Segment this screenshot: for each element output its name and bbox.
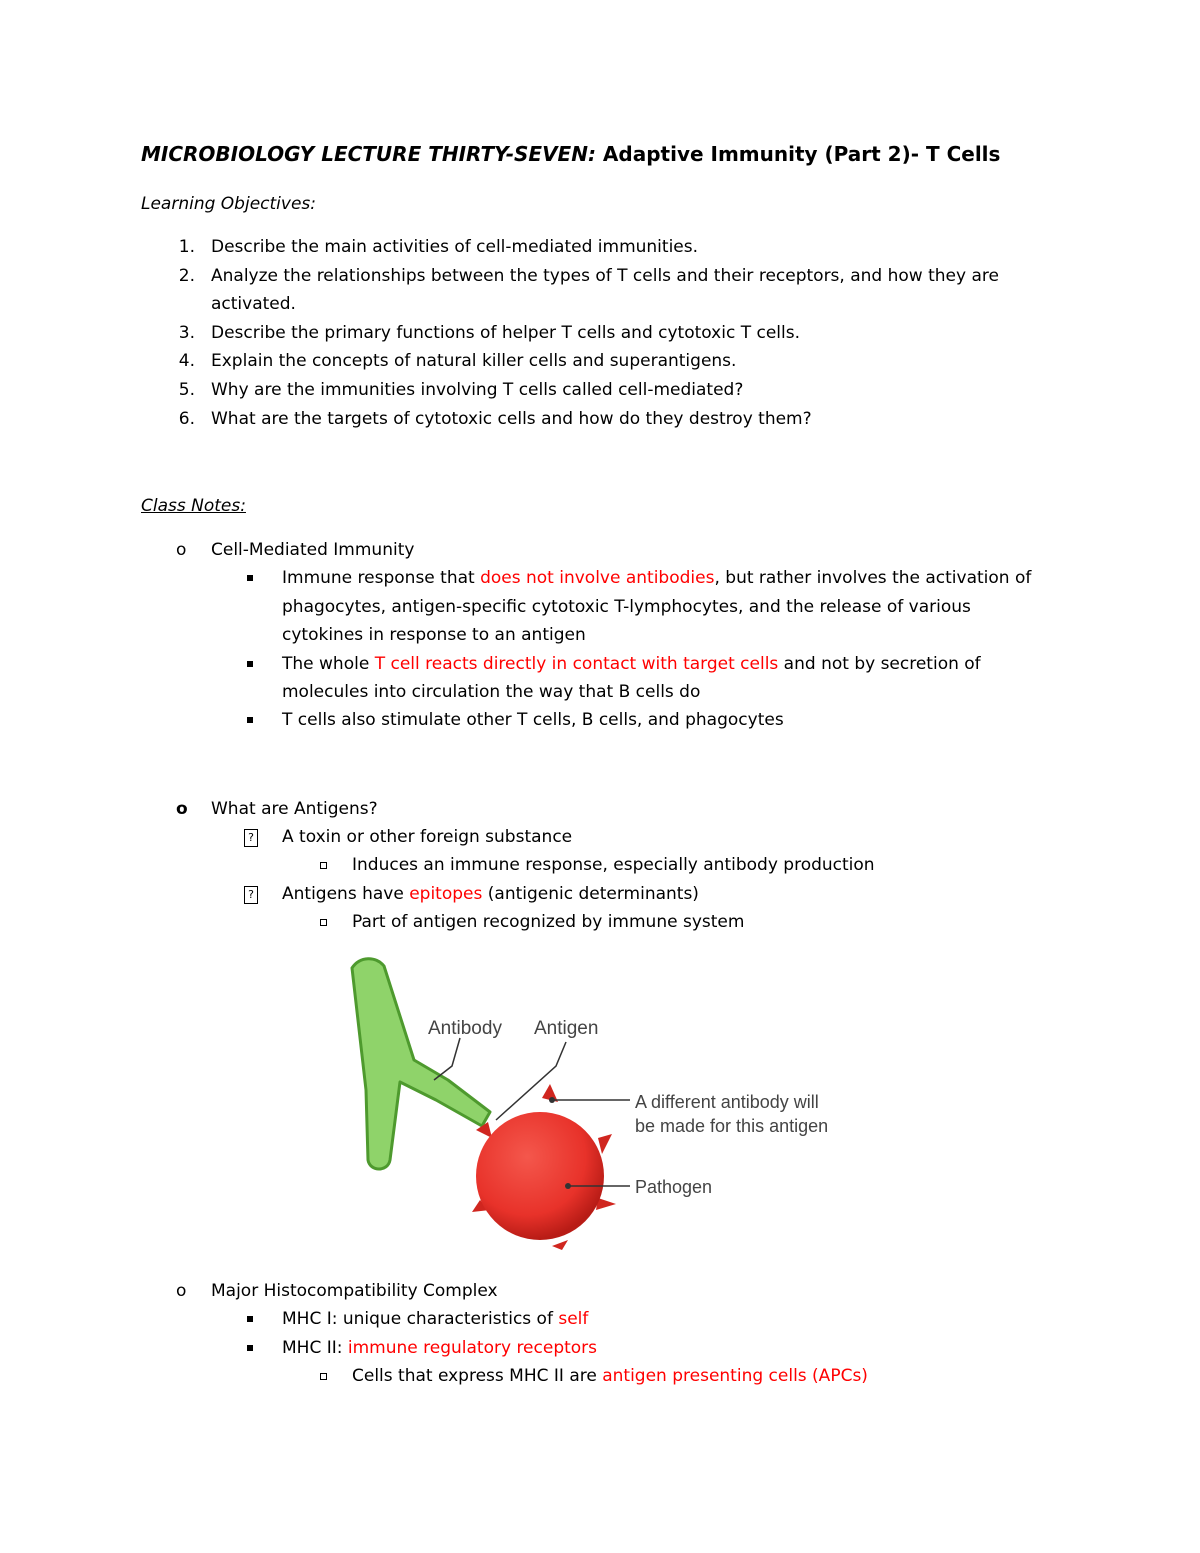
bullet-marker: o	[176, 1281, 187, 1301]
objective-item-continuation: activated.	[211, 294, 296, 314]
label-different-antibody-line-2: be made for this antigen	[635, 1116, 829, 1136]
section-cell-mediated-immunity: Cell-Mediated Immunity	[211, 540, 415, 560]
title-bold: Adaptive Immunity (Part 2)- T Cells	[595, 142, 1001, 166]
section-what-are-antigens: What are Antigens?	[211, 799, 378, 819]
highlight-red: antigen presenting cells (APCs)	[602, 1366, 868, 1386]
square-bullet	[247, 717, 253, 723]
missing-glyph-box: ?	[244, 886, 258, 904]
objective-item: Analyze the relationships between the types of T cells and their receptors, and how they are	[211, 266, 999, 286]
label-pathogen: Pathogen	[635, 1177, 713, 1197]
objective-number: 3.	[178, 323, 195, 343]
objective-item: What are the targets of cytotoxic cells and how do they destroy them?	[211, 409, 812, 429]
antibody-shape	[352, 959, 490, 1169]
class-notes-heading: Class Notes:	[141, 496, 246, 516]
cmi-point-1-line-2: phagocytes, antigen-specific cytotoxic T-lymphocytes, and the release of various	[282, 597, 971, 617]
cmi-point-2: The whole T cell reacts directly in contact with target cells and not by secretion of	[282, 654, 981, 674]
highlight-red: T cell reacts directly in contact with target cells	[374, 654, 779, 674]
cmi-point-2-line-2: molecules into circulation the way that B cells do	[282, 682, 701, 702]
antibody-antigen-figure	[330, 950, 870, 1250]
highlight-red: epitopes	[409, 884, 483, 904]
hollow-square-bullet	[320, 862, 327, 869]
mhc-point-2: MHC II: immune regulatory receptors	[282, 1338, 598, 1358]
label-antibody: Antibody	[428, 1018, 502, 1039]
objective-item: Why are the immunities involving T cells called cell-mediated?	[211, 380, 744, 400]
mhc-point-1: MHC I: unique characteristics of self	[282, 1309, 589, 1329]
mhc-point-2-sub: Cells that express MHC II are antigen presenting cells (APCs)	[352, 1366, 868, 1386]
objective-item: Describe the primary functions of helper T cells and cytotoxic T cells.	[211, 323, 800, 343]
cmi-point-3: T cells also stimulate other T cells, B cells, and phagocytes	[282, 710, 784, 730]
objective-number: 5.	[178, 380, 195, 400]
hollow-square-bullet	[320, 919, 327, 926]
objective-number: 6.	[178, 409, 195, 429]
objectives-heading: Learning Objectives:	[141, 194, 316, 214]
objective-number: 2.	[178, 266, 195, 286]
square-bullet	[247, 661, 253, 667]
square-bullet	[247, 1316, 253, 1322]
hollow-square-bullet	[320, 1373, 327, 1380]
antigens-point-2-sub: Part of antigen recognized by immune system	[352, 912, 745, 932]
section-mhc: Major Histocompatibility Complex	[211, 1281, 498, 1301]
objective-item: Explain the concepts of natural killer cells and superantigens.	[211, 351, 737, 371]
label-different-antibody-line-1: A different antibody will	[635, 1092, 819, 1112]
title-italic: MICROBIOLOGY LECTURE THIRTY-SEVEN:	[141, 142, 596, 166]
label-antigen: Antigen	[534, 1018, 599, 1039]
objective-item: Describe the main activities of cell-mediated immunities.	[211, 237, 699, 257]
cmi-point-1: Immune response that does not involve antibodies, but rather involves the activation of	[282, 568, 1032, 588]
page-title	[141, 142, 1000, 166]
pathogen-shape	[472, 1084, 616, 1250]
bullet-marker: o	[176, 799, 188, 819]
objective-number: 1.	[178, 237, 195, 257]
cmi-point-1-line-3: cytokines in response to an antigen	[282, 625, 586, 645]
antigens-point-1: A toxin or other foreign substance	[282, 827, 573, 847]
antigens-point-1-sub: Induces an immune response, especially antibody production	[352, 855, 875, 875]
highlight-red: self	[558, 1309, 589, 1329]
square-bullet	[247, 575, 253, 581]
highlight-red: immune regulatory receptors	[347, 1338, 598, 1358]
missing-glyph-box: ?	[244, 829, 258, 847]
bullet-marker: o	[176, 540, 187, 560]
highlight-red: does not involve antibodies	[480, 568, 715, 588]
square-bullet	[247, 1345, 253, 1351]
antigens-point-2: Antigens have epitopes (antigenic determinants)	[282, 884, 699, 904]
objective-number: 4.	[178, 351, 195, 371]
